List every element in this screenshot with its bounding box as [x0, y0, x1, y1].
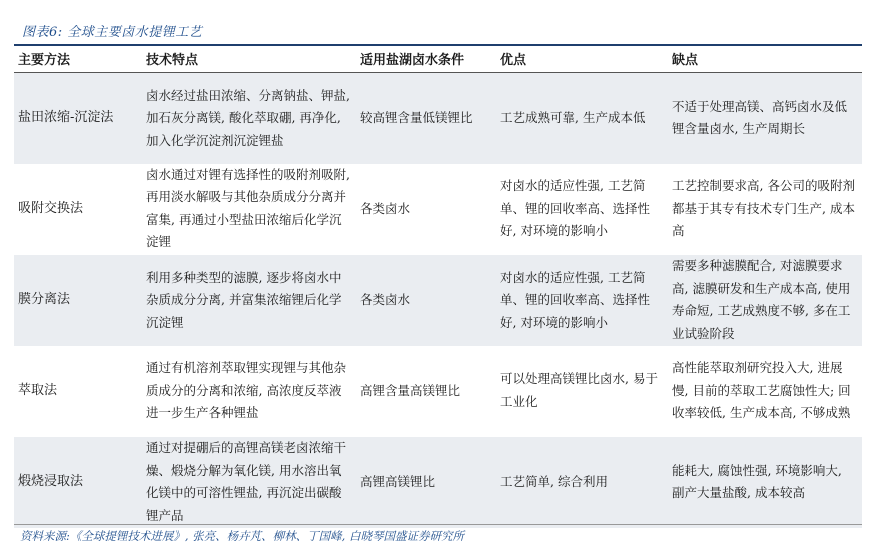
- cell-conditions: 较高锂含量低镁锂比: [356, 73, 496, 164]
- cell-pros: 工艺成熟可靠, 生产成本低: [496, 73, 668, 164]
- cell-cons: 不适于处理高镁、高钙卤水及低锂含量卤水, 生产周期长: [668, 73, 862, 164]
- cell-conditions: 各类卤水: [360, 200, 411, 216]
- cell-conditions: 高锂含量高镁锂比: [360, 382, 461, 398]
- cell-pros: 可以处理高镁锂比卤水, 易于工业化: [500, 371, 658, 409]
- table-row: [14, 73, 862, 164]
- cell-pros: 对卤水的适应性强, 工艺简单、锂的回收率高、选择性好, 对环境的影响小: [500, 178, 651, 238]
- cell-features: 卤水通过对锂有选择性的吸附剂吸附, 再用淡水解吸与其他杂质成分分离并富集, 再通过小型盐田浓缩后化学沉淀锂: [146, 166, 350, 250]
- cell-pros: 对卤水的适应性强, 工艺简单、锂的回收率高、选择性好, 对环境的影响小: [496, 255, 668, 346]
- cell-conditions: 各类卤水: [356, 255, 496, 346]
- table-row: [14, 255, 862, 346]
- figure-title: 图表6: 全球主要卤水提锂工艺: [22, 25, 203, 40]
- header-conditions: 适用盐湖卤水条件: [356, 44, 496, 73]
- cell-features: 通过有机溶剂萃取锂实现锂与其他杂质成分的分离和浓缩, 高浓度反萃液进一步生产各种锂盐: [146, 360, 347, 420]
- cell-cons: 工艺控制要求高, 各公司的吸附剂都基于其专有技术专门生产, 成本高: [672, 178, 855, 238]
- cell-method: 膜分离法: [14, 255, 142, 346]
- table-header-row: [14, 44, 862, 73]
- table-row: [14, 346, 862, 437]
- cell-cons: 高性能萃取剂研究投入大, 进展慢, 目前的萃取工艺腐蚀性大; 回收率较低, 生产成本高, 不够成熟: [672, 360, 851, 420]
- cell-cons: 能耗大, 腐蚀性强, 环境影响大, 副产大量盐酸, 成本较高: [668, 437, 862, 528]
- cell-method: 煅烧浸取法: [14, 437, 142, 528]
- cell-cons: 需要多种滤膜配合, 对滤膜要求高, 滤膜研发和生产成本高, 使用寿命短, 工艺成熟度不够, 多在工业试验阶段: [668, 255, 862, 346]
- table-row: [14, 437, 862, 528]
- header-pros: 优点: [496, 44, 668, 73]
- cell-features: 通过对提硼后的高锂高镁老卤浓缩干燥、煅烧分解为氧化镁, 用水溶出氧化镁中的可溶性锂盐, 再沉淀出碳酸锂产品: [142, 437, 356, 528]
- cell-features: 利用多种类型的滤膜, 逐步将卤水中杂质成分分离, 并富集浓缩锂后化学沉淀锂: [142, 255, 356, 346]
- header-features: 技术特点: [142, 44, 356, 73]
- cell-pros: 工艺简单, 综合利用: [496, 437, 668, 528]
- cell-method: 萃取法: [18, 382, 58, 398]
- cell-method: 吸附交换法: [18, 200, 84, 216]
- source-note: 资料来源:《全球提锂技术进展》, 张亮、杨卉芃、柳林、丁国峰, 白晓琴国盛证券研究所: [20, 529, 464, 543]
- cell-method: 盐田浓缩-沉淀法: [14, 73, 142, 164]
- process-table: [14, 44, 862, 528]
- cell-features: 卤水经过盐田浓缩、分离钠盐、钾盐, 加石灰分离镁, 酸化萃取硼, 再净化, 加入化学沉淀剂沉淀锂盐: [142, 73, 356, 164]
- header-method: 主要方法: [14, 44, 142, 73]
- table-bottom-rule: [14, 524, 862, 525]
- header-cons: 缺点: [668, 44, 862, 73]
- table-row: [14, 164, 862, 255]
- title-bar: [14, 16, 862, 46]
- cell-conditions: 高锂高镁锂比: [356, 437, 496, 528]
